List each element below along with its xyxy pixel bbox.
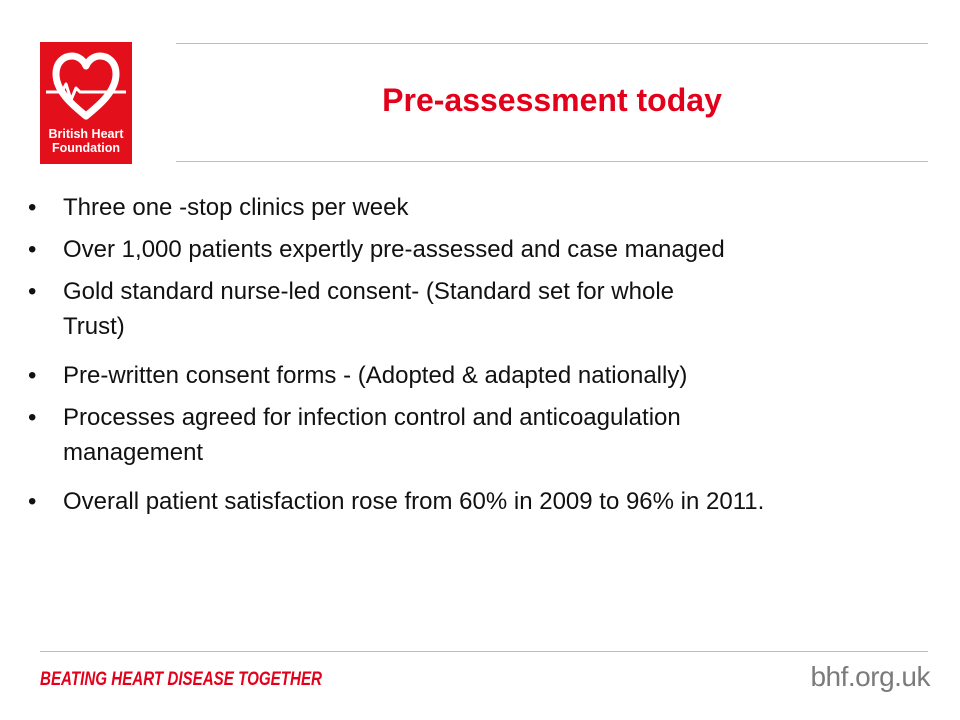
heart-icon [44,46,128,124]
bullet-item [28,194,928,222]
title-divider [176,161,928,162]
bullet-text: Over 1,000 patients expertly pre-assessed and case managed [63,236,725,263]
bhf-logo [40,42,132,164]
bullet-text: Three one -stop clinics per week [63,194,409,221]
top-divider [176,43,928,44]
bullet-text: Overall patient satisfaction rose from 60% in 2009 to 96% in 2011. [63,488,765,515]
bullet-item [28,278,928,348]
footer-divider [40,651,928,652]
bullet-item [28,488,928,516]
bullet-item [28,236,928,264]
bullet-continuation: management [63,439,204,466]
bullet-item [28,404,928,474]
bullet-continuation: Trust) [63,313,125,340]
bullet-text: Pre-written consent forms - (Adopted & adapted nationally) [63,362,688,389]
bullet-text: Gold standard nurse-led consent- (Standard set for whole [63,278,675,305]
tagline-wordmark [40,664,340,692]
bullet-item [28,362,928,390]
logo-text-line-2: Foundation [51,141,121,155]
slide-title: Pre-assessment today [382,82,722,118]
tagline-text: BEATING HEART DISEASE TOGETHER [40,669,323,690]
bullet-text: Processes agreed for infection control and anticoagulation [63,404,681,431]
footer-url[interactable]: bhf.org.uk [810,661,930,692]
bullet-list [28,194,928,530]
logo-text-line-1: British Heart [48,127,124,141]
